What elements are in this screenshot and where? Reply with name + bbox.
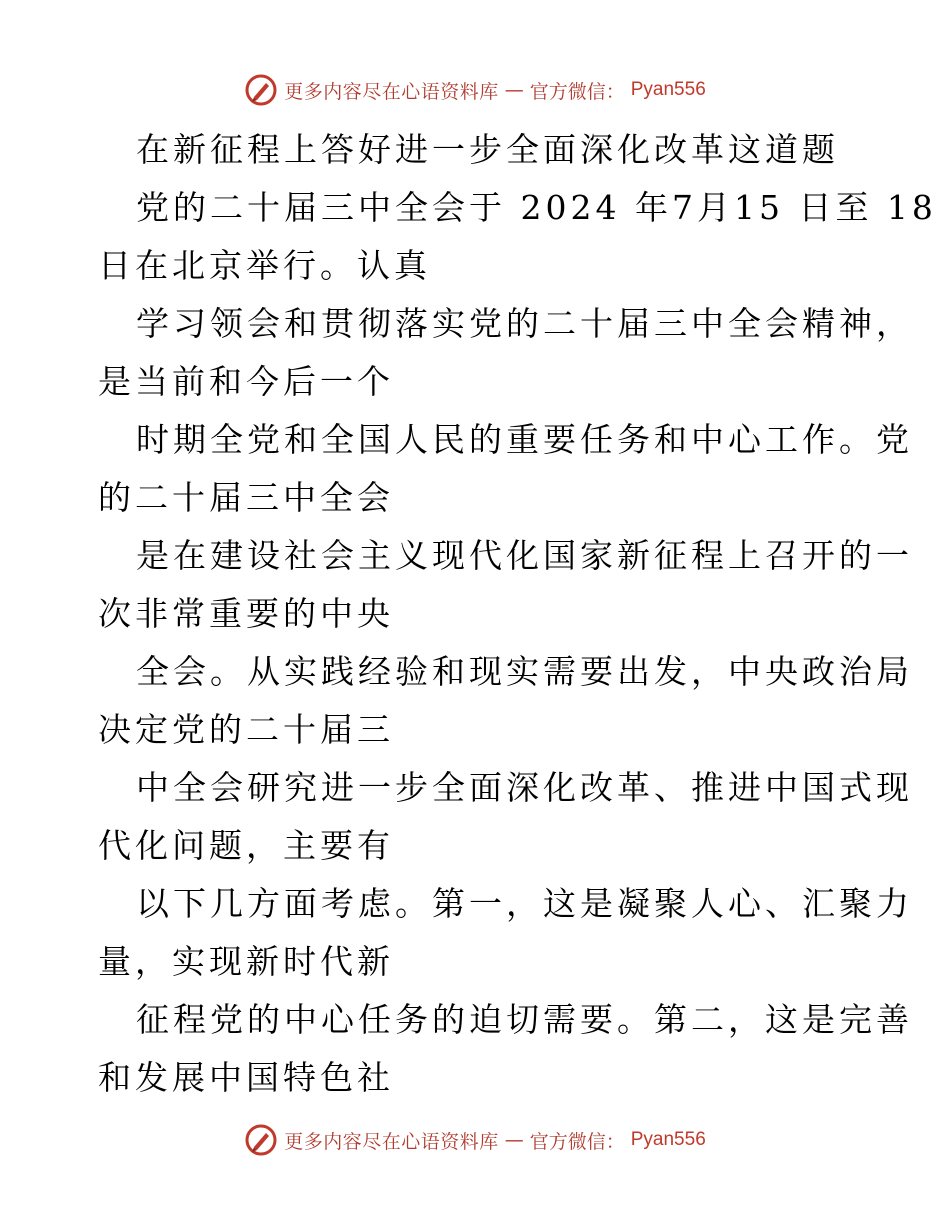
watermark-main-text: 更多内容尽在心语资料库 [284,1130,499,1153]
text-line: 以下几方面考虑。第一，这是凝聚人心、汇聚力 [136,884,913,923]
text-line: 征程党的中心任务的迫切需要。第二，这是完善 [136,1000,913,1039]
text-line: 的二十届三中全会 [98,478,394,517]
text-line: 是当前和今后一个 [98,362,394,401]
text-line: 党的二十届三中全会于 2024 年7月15 日至 18 [136,188,937,227]
watermark-sub-text: 官方微信： [529,80,625,103]
watermark-wechat-id: Pyan556 [630,1129,706,1150]
text-line: 代化问题，主要有 [98,826,394,865]
text-line: 是在建设社会主义现代化国家新征程上召开的一 [136,536,913,575]
watermark-main-text: 更多内容尽在心语资料库 [284,80,499,103]
watermark-sub-text: 官方微信： [529,1130,625,1153]
pen-logo-icon [244,1123,278,1157]
watermark-dash: — [504,79,524,101]
text-line: 中全会研究进一步全面深化改革、推进中国式现 [136,768,913,807]
header-watermark [0,70,950,110]
text-line: 次非常重要的中央 [98,594,394,633]
watermark-wechat-id: Pyan556 [630,79,706,100]
watermark-dash: — [504,1129,524,1151]
text-line: 和发展中国特色社 [98,1058,394,1097]
text-line: 时期全党和全国人民的重要任务和中心工作。党 [136,420,913,459]
pen-logo-icon [244,73,278,107]
title-line: 在新征程上答好进一步全面深化改革这道题 [136,130,839,169]
text-line: 决定党的二十届三 [98,710,394,749]
footer-watermark [0,1120,950,1160]
text-line: 日在北京举行。认真 [98,246,431,285]
text-line: 量，实现新时代新 [98,942,394,981]
text-line: 学习领会和贯彻落实党的二十届三中全会精神， [136,304,913,343]
text-line: 全会。从实践经验和现实需要出发，中央政治局 [136,652,913,691]
